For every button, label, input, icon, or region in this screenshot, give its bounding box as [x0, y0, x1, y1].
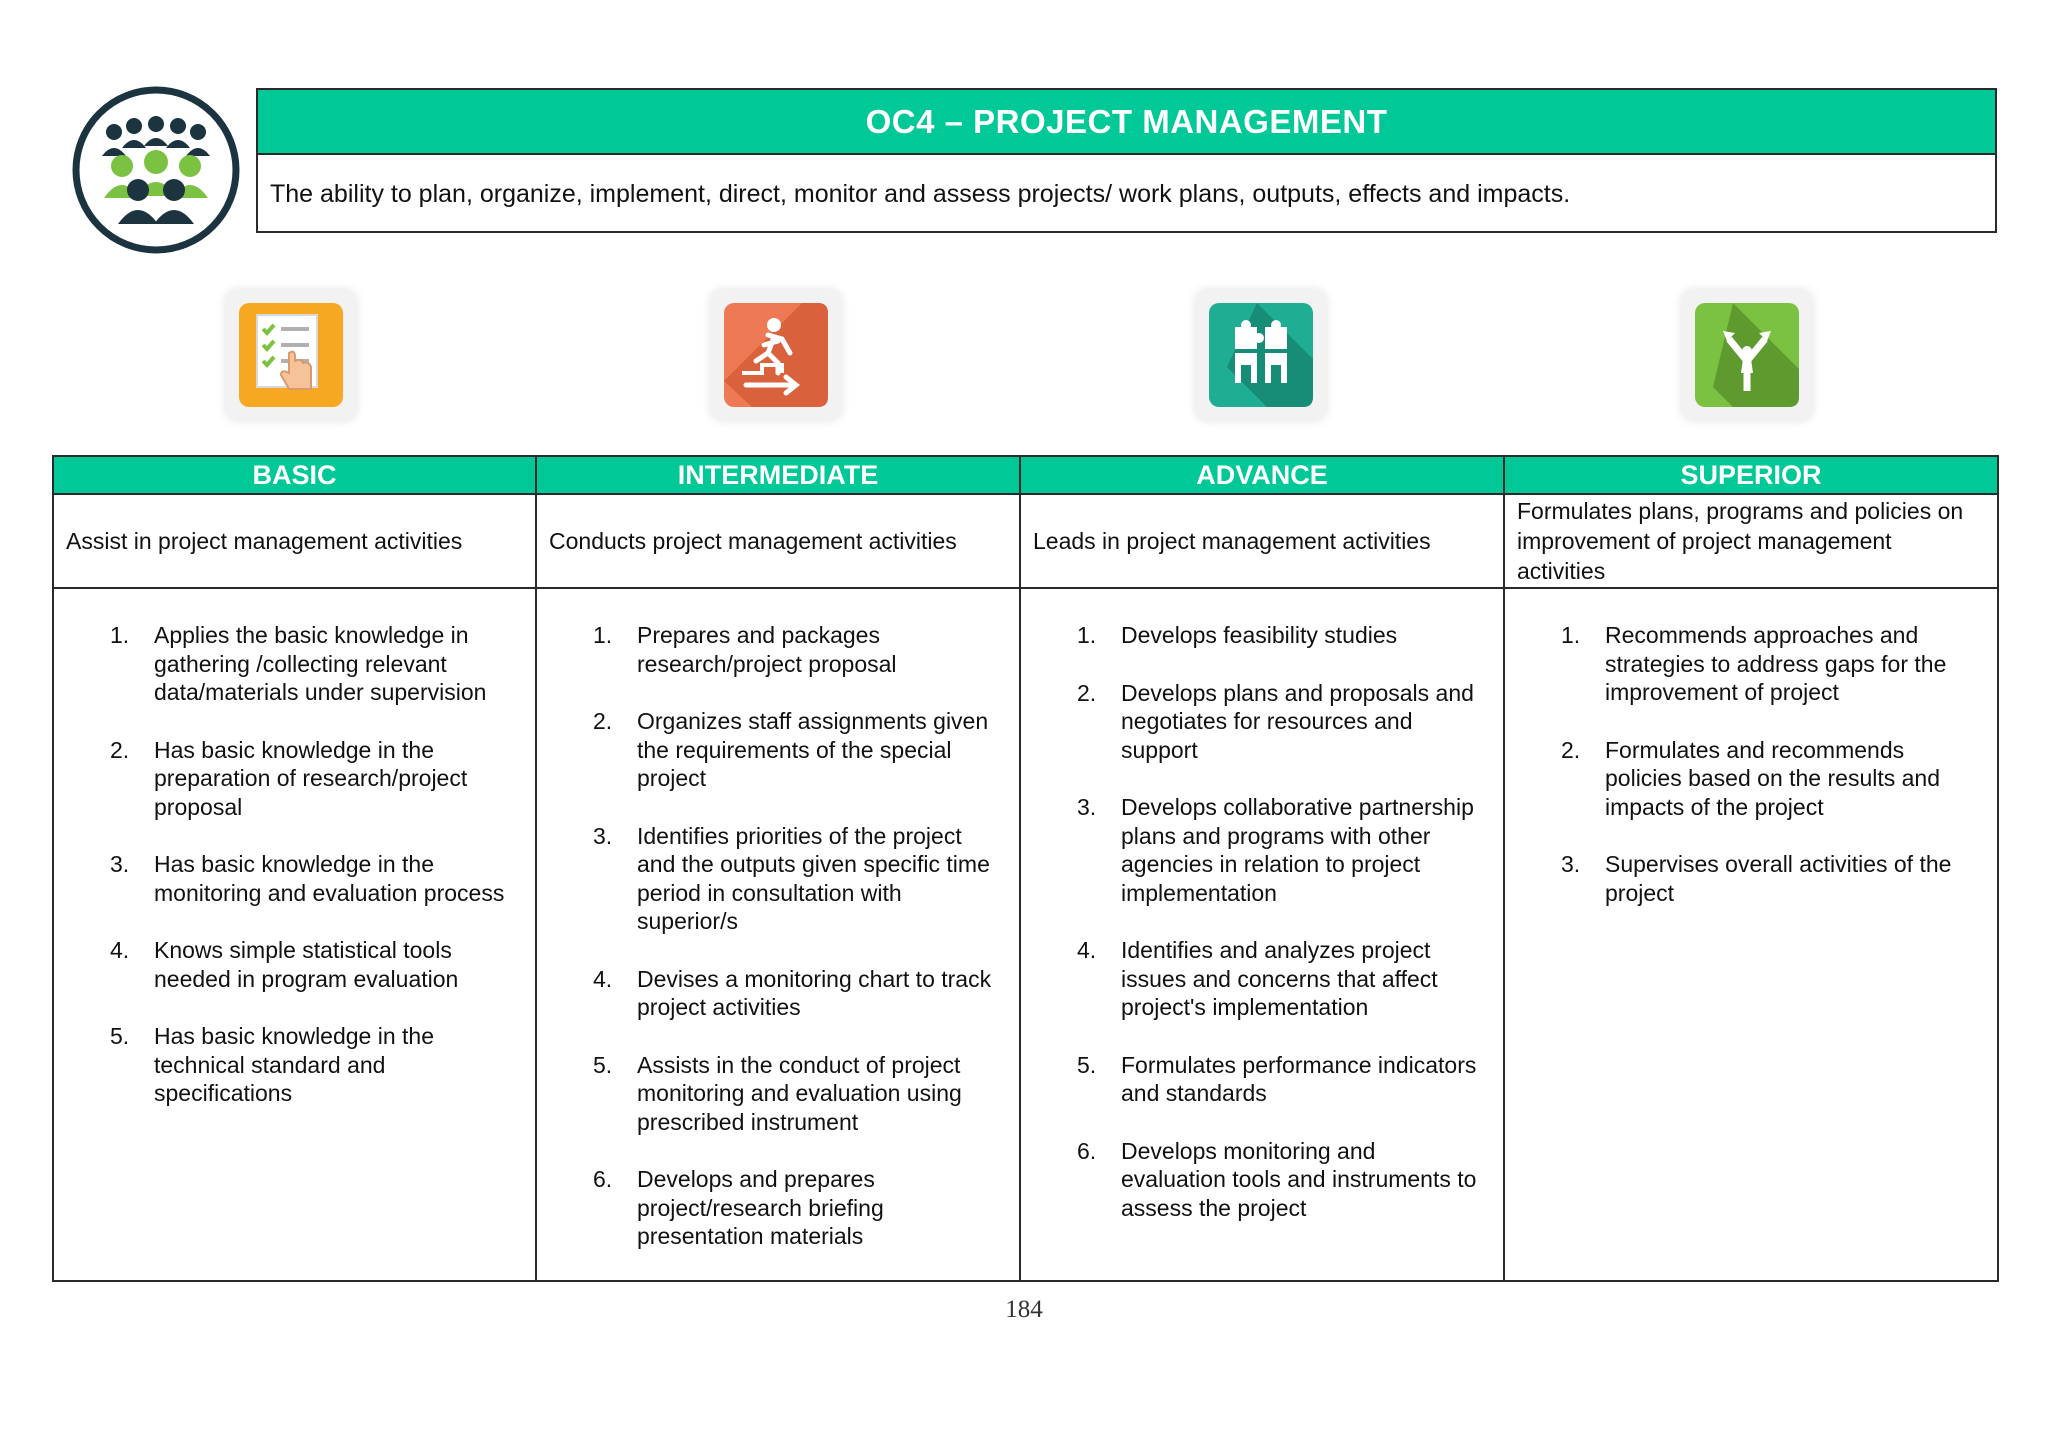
competency-title: OC4 – PROJECT MANAGEMENT: [258, 90, 1995, 155]
list-item: Has basic knowledge in the preparation of research/project proposal: [154, 736, 468, 820]
list-item: Prepares and packages research/project proposal: [637, 622, 897, 677]
list-item: Has basic knowledge in the monitoring and evaluation process: [154, 851, 505, 906]
list-item: Identifies and analyzes project issues and concerns that affect project's implementation: [1121, 937, 1438, 1020]
list-item: Develops and prepares project/research briefing presentation materials: [637, 1166, 884, 1249]
indicators-basic: [53, 588, 536, 1281]
list-item: Assists in the conduct of project monitoring and evaluation using prescribed instrument: [637, 1051, 962, 1135]
people-group-icon: [72, 86, 240, 254]
level-header-superior: SUPERIOR: [1504, 456, 1998, 494]
level-header-intermediate: INTERMEDIATE: [536, 456, 1020, 494]
list-item: Develops monitoring and evaluation tools and instruments to assess the project: [1121, 1137, 1477, 1221]
list-item: Recommends approaches and strategies to address gaps for the improvement of project: [1605, 622, 1947, 705]
indicators-superior: [1504, 588, 1998, 1281]
list-item: Formulates performance indicators and standards: [1121, 1051, 1477, 1106]
list-item: Supervises overall activities of the project: [1605, 851, 1952, 906]
stair-step-icon: [711, 290, 841, 420]
list-item: Has basic knowledge in the technical standard and specifications: [154, 1023, 434, 1106]
list-item: Devises a monitoring chart to track project activities: [637, 965, 992, 1020]
page-number: 184: [1005, 1296, 1043, 1323]
list-item: Develops collaborative partnership plans and programs with other agencies in relation to project implementation: [1121, 794, 1474, 906]
list-item: Identifies priorities of the project and the outputs given specific time period in consultation with superior/s: [637, 822, 990, 934]
puzzle-partners-icon: [1196, 290, 1326, 420]
competency-levels-table: [52, 455, 1999, 1282]
list-item: Knows simple statistical tools needed in program evaluation: [154, 937, 459, 992]
competency-header: [256, 88, 1997, 233]
crossroads-icon: [1682, 290, 1812, 420]
indicators-intermediate: [536, 588, 1020, 1281]
level-summary-basic: Assist in project management activities: [53, 494, 536, 588]
list-item: Organizes staff assignments given the requirements of the special project: [637, 708, 989, 791]
level-summary-advance: Leads in project management activities: [1020, 494, 1504, 588]
level-summary-intermediate: Conducts project management activities: [536, 494, 1020, 588]
level-header-basic: BASIC: [53, 456, 536, 494]
level-header-advance: ADVANCE: [1020, 456, 1504, 494]
list-item: Applies the basic knowledge in gathering /collecting relevant data/materials under supervision: [154, 622, 487, 705]
level-summary-superior: Formulates plans, programs and policies on improvement of project management activities: [1504, 494, 1998, 588]
competency-description: The ability to plan, organize, implement, direct, monitor and assess projects/ work plans, outputs, effects and impacts.: [270, 179, 1571, 208]
indicators-advance: [1020, 588, 1504, 1281]
list-item: Develops feasibility studies: [1121, 622, 1398, 648]
list-item: Formulates and recommends policies based on the results and impacts of the project: [1605, 736, 1940, 820]
checklist-icon: [226, 290, 356, 420]
list-item: Develops plans and proposals and negotiates for resources and support: [1121, 679, 1474, 763]
